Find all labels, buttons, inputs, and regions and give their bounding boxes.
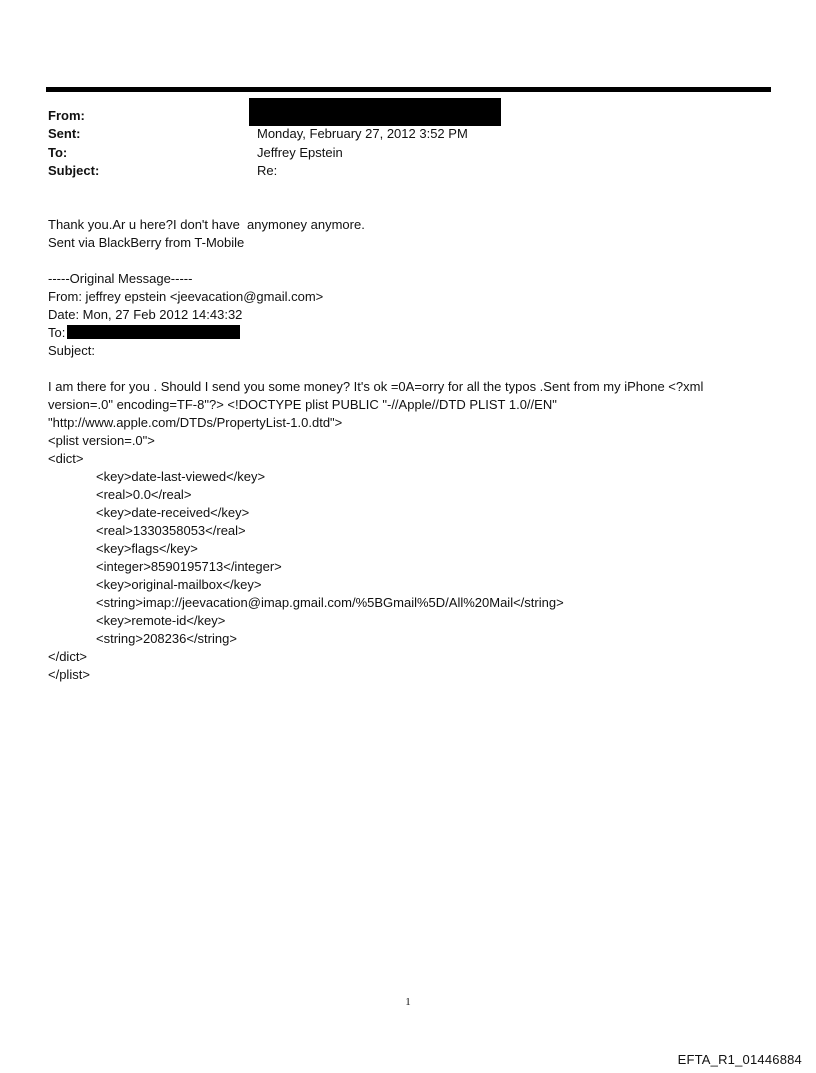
plist-entry: <real>1330358053</real> xyxy=(96,523,246,538)
subject-label: Subject: xyxy=(48,163,100,178)
from-label: From: xyxy=(48,108,85,123)
spacer xyxy=(48,252,788,270)
message-line-5: <dict> xyxy=(48,451,84,466)
plist-entry: <key>date-received</key> xyxy=(96,505,250,520)
original-divider: -----Original Message----- xyxy=(48,271,193,286)
reply-line-2: Sent via BlackBerry from T-Mobile xyxy=(48,235,245,250)
message-line-2: version=.0" encoding=TF-8"?> <!DOCTYPE plist PUBLIC "-//Apple//DTD PLIST 1.0//EN" xyxy=(48,397,557,412)
original-date: Date: Mon, 27 Feb 2012 14:43:32 xyxy=(48,307,243,322)
original-from: From: jeffrey epstein <jeevacation@gmail.com> xyxy=(48,289,324,304)
to-label: To: xyxy=(48,145,68,160)
plist-entry: <real>0.0</real> xyxy=(96,487,192,502)
message-line-4: <plist version=.0"> xyxy=(48,433,155,448)
plist-entry: <key>remote-id</key> xyxy=(96,613,226,628)
subject-value: Re: xyxy=(257,163,278,178)
reply-line-1: Thank you.Ar u here?I don't have anymoney anymore. xyxy=(48,217,365,232)
from-redaction xyxy=(249,98,501,126)
sent-value: Monday, February 27, 2012 3:52 PM xyxy=(257,126,468,141)
plist-end: </plist> xyxy=(48,667,90,682)
original-subject: Subject: xyxy=(48,343,95,358)
original-to xyxy=(48,324,788,342)
plist-entry: <string>208236</string> xyxy=(96,631,237,646)
plist-entry: <key>flags</key> xyxy=(96,541,198,556)
spacer xyxy=(48,360,788,378)
document-id: EFTA_R1_01446884 xyxy=(677,1052,802,1067)
email-body xyxy=(48,216,788,684)
to-redaction xyxy=(67,325,240,339)
dict-end: </dict> xyxy=(48,649,88,664)
plist-entry: <key>date-last-viewed</key> xyxy=(96,469,266,484)
message-line-3: "http://www.apple.com/DTDs/PropertyList-1.0.dtd"> xyxy=(48,415,343,430)
plist-entry: <string>imap://jeevacation@imap.gmail.com/%5BGmail%5D/All%20Mail</string> xyxy=(96,595,564,610)
to-value: Jeffrey Epstein xyxy=(257,145,343,160)
original-to-label: To: xyxy=(48,325,66,340)
header-top-rule xyxy=(46,87,771,92)
plist-entry: <key>original-mailbox</key> xyxy=(96,577,262,592)
message-line-1: I am there for you . Should I send you some money? It's ok =0A=orry for all the typos .Sent from my iPhone <?xml xyxy=(48,379,704,394)
page-number: 1 xyxy=(405,996,411,1008)
sent-label: Sent: xyxy=(48,126,81,141)
plist-entry: <integer>8590195713</integer> xyxy=(96,559,282,574)
